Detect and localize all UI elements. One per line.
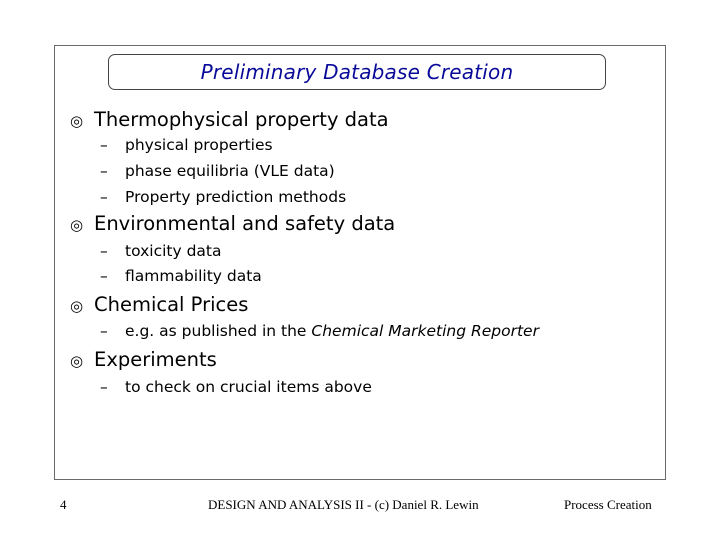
dash: – (100, 267, 108, 285)
sub-item (100, 136, 273, 154)
dash: – (100, 136, 108, 154)
dash: – (100, 188, 108, 206)
bullet-item (70, 108, 389, 131)
sub-text: phase equilibria (VLE data) (125, 162, 335, 180)
ring-bullet-icon: ◎ (70, 352, 84, 370)
bullet-item (70, 293, 248, 316)
title-box (108, 54, 606, 90)
sub-item (100, 242, 221, 260)
sub-text: to check on crucial items above (125, 378, 372, 396)
bullet-item (70, 212, 395, 235)
bullet-text: Environmental and safety data (94, 212, 396, 235)
dash: – (100, 378, 108, 396)
sub-item (100, 322, 539, 340)
footer-right-text: Process Creation (564, 497, 652, 512)
sub-text: Property prediction methods (125, 188, 347, 206)
ring-bullet-icon: ◎ (70, 216, 84, 234)
slide-title: Preliminary Database Creation (200, 60, 514, 84)
sub-text (125, 322, 539, 340)
bullet-item (70, 348, 217, 371)
sub-text: physical properties (125, 136, 273, 154)
sub-text: toxicity data (125, 242, 222, 260)
bullet-text: Chemical Prices (94, 293, 249, 316)
sub-item (100, 162, 335, 180)
publication-title: Chemical Marketing Reporter (311, 322, 539, 340)
footer-center-text: DESIGN AND ANALYSIS II - (c) Daniel R. Lewin (208, 497, 479, 512)
ring-bullet-icon: ◎ (70, 112, 84, 130)
dash: – (100, 242, 108, 260)
page-number: 4 (60, 497, 67, 512)
sub-item (100, 188, 346, 206)
sub-item (100, 378, 372, 396)
sub-text: flammability data (125, 267, 262, 285)
sub-text-prefix: e.g. as published in the (125, 322, 312, 340)
ring-bullet-icon: ◎ (70, 297, 84, 315)
bullet-text: Thermophysical property data (94, 108, 389, 131)
bullet-text: Experiments (94, 348, 217, 371)
sub-item (100, 267, 262, 285)
dash: – (100, 322, 108, 340)
dash: – (100, 162, 108, 180)
